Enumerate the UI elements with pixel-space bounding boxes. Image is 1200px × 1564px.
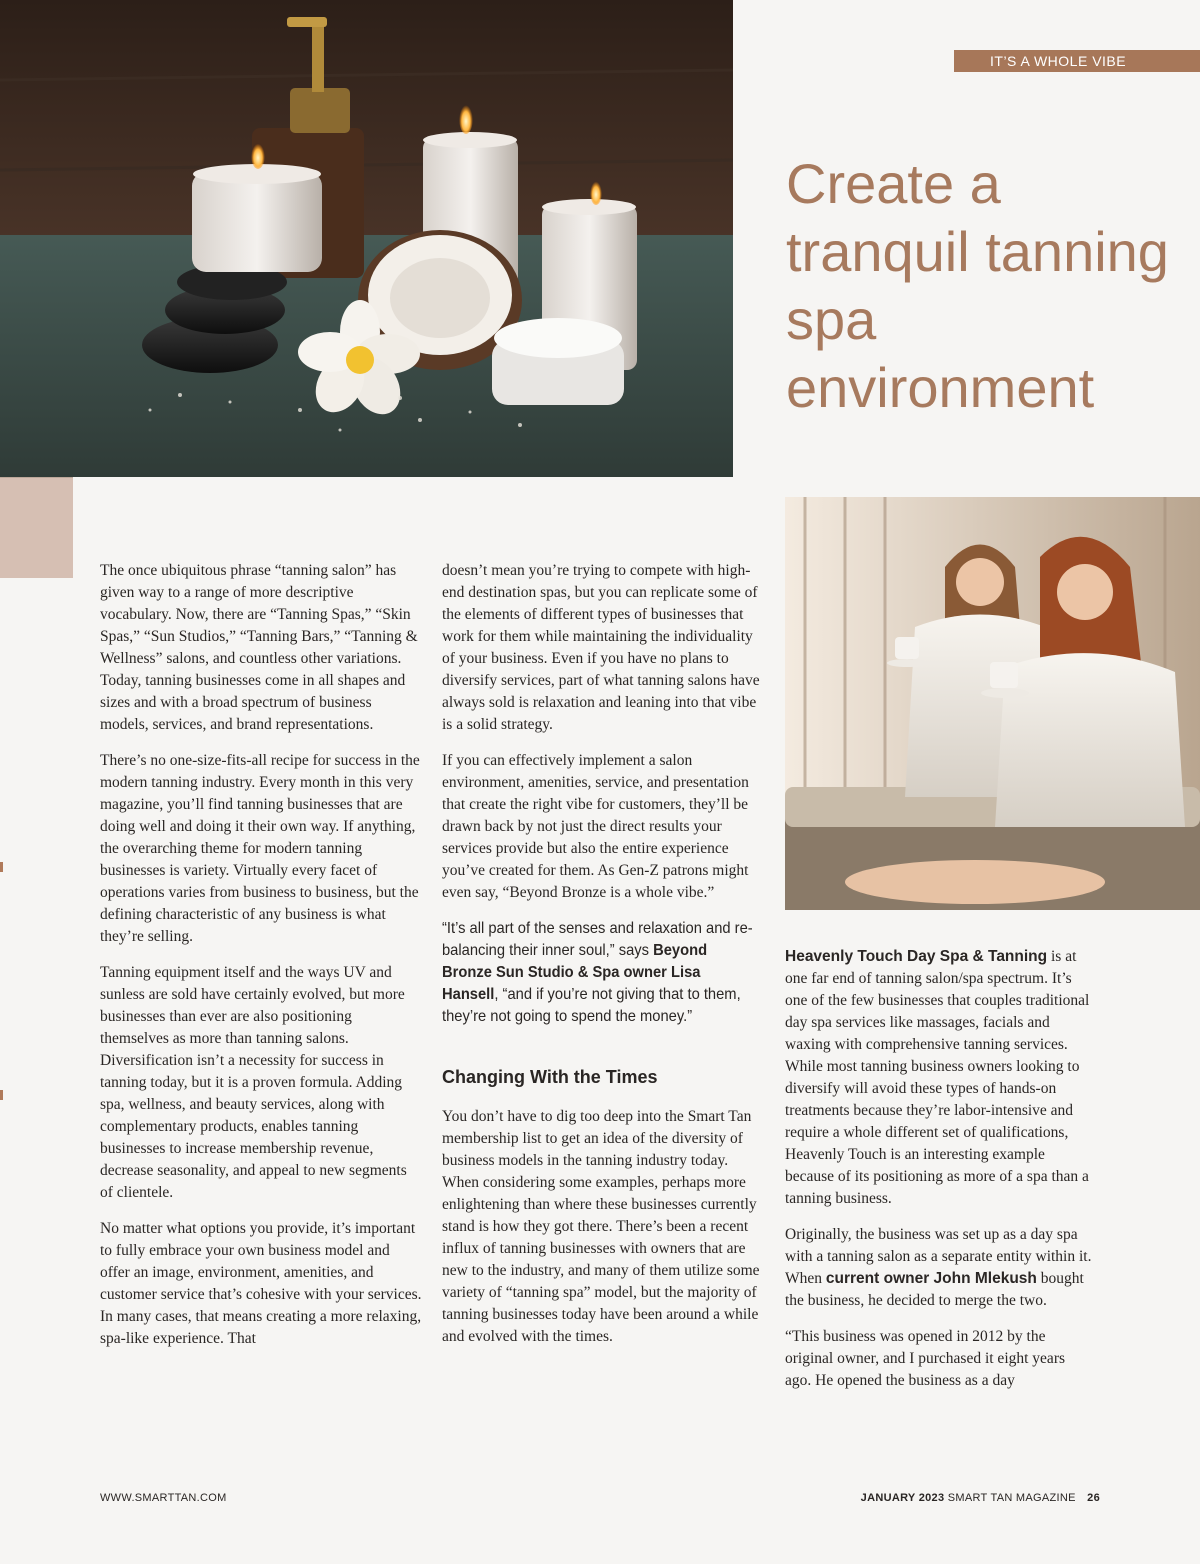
photo-women-in-robes	[785, 497, 1200, 910]
paragraph-text: bought the business, he decided to merge the two.	[785, 1270, 1084, 1309]
footer-issue-date: JANUARY 2023	[860, 1492, 945, 1504]
women-relaxing-illustration	[785, 497, 1200, 910]
pull-quote	[442, 918, 759, 1028]
body-column-2	[442, 560, 760, 1362]
footer-page-number: 26	[1087, 1492, 1100, 1504]
paragraph: You don’t have to dig too deep into the Smart Tan membership list to get an idea of the diversity of business models in the tanning industry today. When considering some examples, perhaps more enlightening than where these businesses currently stand is how they got there. There’s been a recent influx of tanning businesses with owners that are new to the industry, and many of them utilize some variety of “tanning spa” model, but the majority of tanning businesses today have been around a while and evolved with the times.	[442, 1108, 760, 1345]
quote-attribution: Beyond Bronze Sun Studio & Spa owner Lisa Hansell	[442, 942, 708, 1003]
paragraph-text: Originally, the business was set up as a day spa with a tanning salon as a separate entity within it. When	[785, 1226, 1092, 1287]
margin-tick	[0, 862, 3, 872]
paragraph: “This business was opened in 2012 by the original owner, and I purchased it eight years ago. He opened the business as a day	[785, 1328, 1066, 1389]
paragraph: The once ubiquitous phrase “tanning salon” has given way to a range of more descriptive vocabulary. Now, there are “Tanning Spas,” “Skin Spas,” “Sun Studios,” “Tanning Bars,” “Tanning & Wellness” salons, and countless other variations. Today, tanning businesses come in all shapes and sizes and with a broad spectrum of business models, services, and brand representations.	[100, 562, 418, 733]
section-tag: IT’S A WHOLE VIBE	[954, 50, 1200, 72]
body-column-3	[785, 946, 1095, 1406]
paragraph: doesn’t mean you’re trying to compete with high-end destination spas, but you can replicate some of the elements of different types of businesses that work for them while maintaining the individuality of your business. Even if you have no plans to diversify services, part of what tanning salons have always sold is relaxation and leaning into that vibe is a solid strategy.	[442, 562, 760, 733]
paragraph: No matter what options you provide, it’s important to fully embrace your own business model and offer an image, environment, amenities, and customer service that’s cohesive with your services. In many cases, that means creating a more relaxing, spa-like experience. That	[100, 1220, 422, 1347]
article-title: Create a tranquil tanning spa environment	[786, 152, 1169, 419]
business-name: Heavenly Touch Day Spa & Tanning	[785, 948, 1048, 965]
hero-image-spa-candles	[0, 0, 733, 477]
owner-name: current owner John Mlekush	[825, 1270, 1037, 1287]
paragraph: Tanning equipment itself and the ways UV and sunless are sold have certainly evolved, but more businesses than ever are also positioning themselves as more than tanning salons. Diversification isn’t a necessity for success in tanning today, but it is a proven formula. Adding spa, wellness, and beauty services, along with complementary products, enables tanning businesses to increase membership revenue, decrease seasonality, and appeal to new segments of clientele.	[100, 964, 407, 1201]
paragraph	[785, 1224, 1095, 1312]
spa-still-life-illustration	[0, 0, 733, 477]
paragraph: If you can effectively implement a salon environment, amenities, service, and presentation that create the right vibe for customers, they’ll be drawn back by not just the direct results your services provide but also the entire experience you’ve created for them. As Gen-Z patrons might even say, “Beyond Bronze is a whole vibe.”	[442, 752, 749, 901]
paragraph	[785, 946, 1095, 1210]
footer-magazine-name: SMART TAN MAGAZINE	[947, 1492, 1076, 1504]
quote-text: , “and if you’re not giving that to them, they’re not going to spend the money.”	[442, 986, 741, 1025]
decorative-block-bottom	[0, 478, 73, 578]
paragraph-text: is at one far end of tanning salon/spa spectrum. It’s one of the few businesses that couples traditional day spa services like massages, facials and waxing with comprehensive tanning services. While most tanning business owners looking to diversify will avoid these types of hands-on treatments because they’re labor-intensive and require a whole different set of qualifications, Heavenly Touch is an interesting example because of its positioning as more of a spa than a tanning business.	[785, 948, 1090, 1207]
section-subhead: Changing With the Times	[442, 1067, 658, 1087]
footer-issue-info	[861, 1492, 1100, 1504]
body-column-1	[100, 560, 422, 1364]
margin-tick	[0, 1090, 3, 1100]
paragraph: There’s no one-size-fits-all recipe for success in the modern tanning industry. Every month in this very magazine, you’ll find tanning businesses that are doing well and doing it their own way. If anything, the overarching theme for modern tanning businesses is variety. Virtually every facet of operations varies from business to business, but the defining characteristic of any business is what they’re selling.	[100, 752, 420, 945]
footer-website: WWW.SMARTTAN.COM	[100, 1492, 227, 1504]
quote-text: “It’s all part of the senses and relaxation and re-balancing their inner soul,” says	[442, 920, 753, 959]
